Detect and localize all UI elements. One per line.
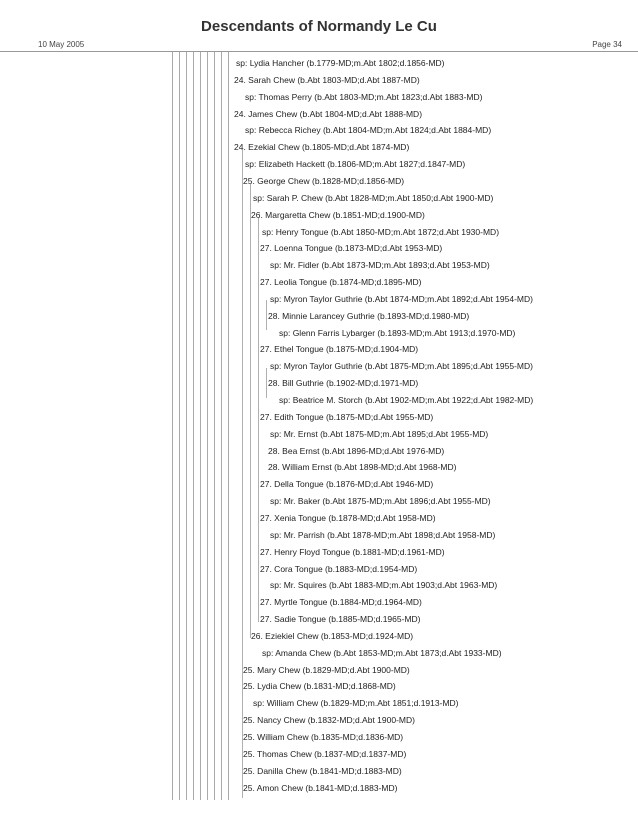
- descendant-entry: 27. Cora Tongue (b.1883-MD;d.1954-MD): [260, 563, 418, 574]
- spouse-entry: sp: Sarah P. Chew (b.Abt 1828-MD;m.Abt 1850;d.Abt 1900-MD): [253, 192, 494, 203]
- header-divider: [0, 51, 638, 52]
- descendant-entry: 27. Ethel Tongue (b.1875-MD;d.1904-MD): [260, 344, 419, 355]
- spouse-entry: sp: Lydia Hancher (b.1779-MD;m.Abt 1802;d.1856-MD): [236, 58, 445, 68]
- spouse-entry: sp: Glenn Farris Lybarger (b.1893-MD;m.Abt 1913;d.1970-MD): [279, 327, 516, 338]
- descendant-entry: 27. Leolia Tongue (b.1874-MD;d.1895-MD): [260, 277, 422, 288]
- generation-line: [193, 52, 194, 800]
- spouse-entry: sp: Mr. Ernst (b.Abt 1875-MD;m.Abt 1895;d.Abt 1955-MD): [270, 428, 489, 439]
- descendant-entry: 25. George Chew (b.1828-MD;d.1856-MD): [243, 175, 405, 186]
- branch-line: [266, 368, 267, 398]
- descendant-entry: 27. Xenia Tongue (b.1878-MD;d.Abt 1958-MD): [260, 512, 436, 523]
- generation-line: [228, 52, 229, 800]
- descendant-entry: 27. Loenna Tongue (b.1873-MD;d.Abt 1953-MD): [260, 243, 443, 254]
- spouse-entry: sp: Elizabeth Hackett (b.1806-MD;m.Abt 1827;d.1847-MD): [245, 159, 466, 170]
- spouse-entry: sp: Myron Taylor Guthrie (b.Abt 1875-MD;m.Abt 1895;d.Abt 1955-MD): [270, 361, 533, 372]
- descendant-entry: 27. Henry Floyd Tongue (b.1881-MD;d.1961-MD): [260, 546, 445, 557]
- generation-line: [179, 52, 180, 800]
- descendant-entry: 25. Lydia Chew (b.1831-MD;d.1868-MD): [243, 681, 396, 692]
- spouse-entry: sp: William Chew (b.1829-MD;m.Abt 1851;d.1913-MD): [253, 698, 459, 709]
- descendant-entry: 26. Eziekiel Chew (b.1853-MD;d.1924-MD): [251, 630, 414, 641]
- descendant-entry: 25. Thomas Chew (b.1837-MD;d.1837-MD): [243, 748, 407, 759]
- branch-line: [258, 218, 259, 622]
- descendant-entry: 26. Margaretta Chew (b.1851-MD;d.1900-MD): [251, 209, 425, 220]
- descendant-entry: 25. William Chew (b.1835-MD;d.1836-MD): [243, 732, 404, 742]
- generation-line: [200, 52, 201, 800]
- page-number: Page 34: [592, 40, 622, 49]
- generation-line: [221, 52, 222, 800]
- spouse-entry: sp: Mr. Fidler (b.Abt 1873-MD;m.Abt 1893;d.Abt 1953-MD): [270, 260, 490, 271]
- descendant-entry: 25. Amon Chew (b.1841-MD;d.1883-MD): [243, 782, 398, 793]
- descendant-entry: 25. Danilla Chew (b.1841-MD;d.1883-MD): [243, 765, 402, 776]
- spouse-entry: sp: Myron Taylor Guthrie (b.Abt 1874-MD;m.Abt 1892;d.Abt 1954-MD): [270, 293, 533, 304]
- descendant-entry: 25. Mary Chew (b.1829-MD;d.Abt 1900-MD): [243, 664, 410, 675]
- descendant-entry: 24. Sarah Chew (b.Abt 1803-MD;d.Abt 1887-MD): [234, 74, 420, 85]
- spouse-entry: sp: Rebecca Richey (b.Abt 1804-MD;m.Abt 1824;d.Abt 1884-MD): [245, 125, 492, 136]
- descendant-entry: 27. Della Tongue (b.1876-MD;d.Abt 1946-MD): [260, 479, 434, 490]
- descendant-entry: 25. Nancy Chew (b.1832-MD;d.Abt 1900-MD): [243, 715, 415, 726]
- descendant-entry: 27. Sadie Tongue (b.1885-MD;d.1965-MD): [260, 614, 421, 625]
- spouse-entry: sp: Henry Tongue (b.Abt 1850-MD;m.Abt 1872;d.Abt 1930-MD): [262, 226, 500, 237]
- descendant-entry: 24. Ezekial Chew (b.1805-MD;d.Abt 1874-MD): [234, 142, 410, 153]
- generation-line: [214, 52, 215, 800]
- spouse-entry: sp: Thomas Perry (b.Abt 1803-MD;m.Abt 1823;d.Abt 1883-MD): [245, 91, 483, 102]
- generation-line: [186, 52, 187, 800]
- spouse-entry: sp: Amanda Chew (b.Abt 1853-MD;m.Abt 1873;d.Abt 1933-MD): [262, 647, 502, 658]
- spouse-entry: sp: Beatrice M. Storch (b.Abt 1902-MD;m.Abt 1922;d.Abt 1982-MD): [279, 395, 534, 405]
- generation-line: [207, 52, 208, 800]
- spouse-entry: sp: Mr. Squires (b.Abt 1883-MD;m.Abt 1903;d.Abt 1963-MD): [270, 580, 498, 591]
- descendant-entry: 28. Minnie Larancey Guthrie (b.1893-MD;d.1980-MD): [268, 310, 470, 321]
- report-date: 10 May 2005: [38, 40, 85, 49]
- generation-line: [172, 52, 173, 800]
- spouse-entry: sp: Mr. Parrish (b.Abt 1878-MD;m.Abt 1898;d.Abt 1958-MD): [270, 529, 496, 540]
- page-title: Descendants of Normandy Le Cu: [201, 18, 437, 35]
- branch-line: [266, 300, 267, 330]
- branch-line: [250, 184, 251, 638]
- descendant-entry: 28. Bea Ernst (b.Abt 1896-MD;d.Abt 1976-MD): [268, 445, 445, 456]
- descendant-entry: 28. William Ernst (b.Abt 1898-MD;d.Abt 1968-MD): [268, 462, 457, 473]
- descendant-entry: 27. Myrtle Tongue (b.1884-MD;d.1964-MD): [260, 597, 422, 608]
- descendant-entry: 24. James Chew (b.Abt 1804-MD;d.Abt 1888-MD): [234, 108, 423, 119]
- branch-line: [242, 150, 243, 798]
- descendant-entry: 28. Bill Guthrie (b.1902-MD;d.1971-MD): [268, 378, 419, 389]
- descendant-entry: 27. Edith Tongue (b.1875-MD;d.Abt 1955-MD): [260, 411, 434, 422]
- spouse-entry: sp: Mr. Baker (b.Abt 1875-MD;m.Abt 1896;d.Abt 1955-MD): [270, 496, 491, 507]
